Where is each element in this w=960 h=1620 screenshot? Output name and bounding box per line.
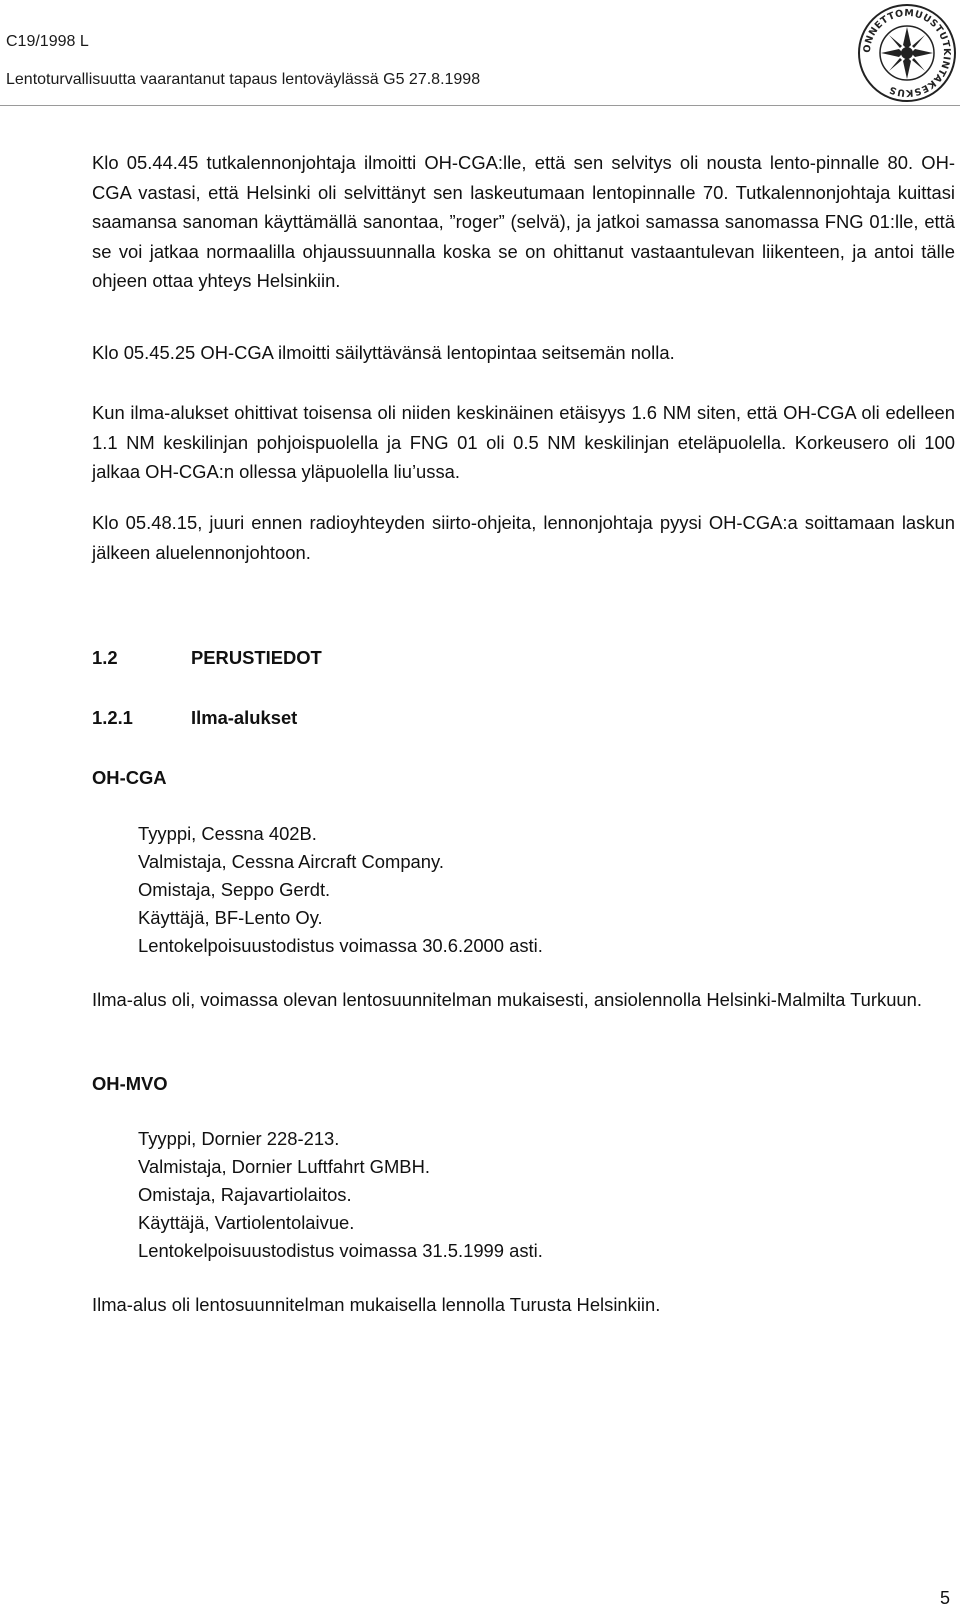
aircraft-registration-oh-cga: OH-CGA bbox=[92, 767, 167, 788]
paragraph-level-report: Klo 05.45.25 OH-CGA ilmoitti säilyttävänsä lentopintaa seitsemän nolla. bbox=[92, 342, 675, 363]
report-id: C19/1998 L bbox=[6, 33, 89, 50]
paragraph-clearance-exchange: Klo 05.44.45 tutkalennonjohtaja ilmoitti OH-CGA:lle, että sen selvitys oli nousta lento-pinnalle 80. OH-CGA vastasi, että Helsinki oli selvittänyt sen laskeutumaan lentopinnalle 70. Tutkalennonjohtaja kuittasi saamansa sanoman käyttämällä sanontaa, ”roger” (selvä), ja jatkoi samassa sanomassa FNG 01:lle, että se voi jatkaa normaalilla ohjaussuunnalla koska se on ohittanut vastaantulevan liikenteen, ja antoi tälle ohjeen ottaa yhteys Helsinkiin. bbox=[92, 152, 955, 291]
report-title: Lentoturvallisuutta vaarantanut tapaus lentoväylässä G5 27.8.1998 bbox=[6, 71, 481, 88]
header-divider bbox=[0, 105, 960, 106]
detail-owner: Omistaja, Seppo Gerdt. bbox=[138, 879, 331, 900]
detail-type: Tyyppi, Cessna 402B. bbox=[138, 823, 317, 844]
section-number-1-2-1: 1.2.1 bbox=[92, 707, 133, 728]
paragraph-phone-request: Klo 05.48.15, juuri ennen radioyhteyden siirto-ohjeita, lennonjohtaja pyysi OH-CGA:a soittamaan laskun jälkeen aluelennonjohtoon. bbox=[92, 512, 955, 563]
seal-text: ONNETTOMUUSTUTKINTAKESKUS bbox=[861, 7, 953, 99]
detail-airworthiness: Lentokelpoisuustodistus voimassa 30.6.2000 asti. bbox=[138, 935, 543, 956]
section-title-ilma-alukset: Ilma-alukset bbox=[191, 707, 298, 728]
detail-manufacturer: Valmistaja, Cessna Aircraft Company. bbox=[138, 851, 444, 872]
detail-owner: Omistaja, Rajavartiolaitos. bbox=[138, 1184, 352, 1205]
detail-operator: Käyttäjä, BF-Lento Oy. bbox=[138, 907, 323, 928]
aircraft-registration-oh-mvo: OH-MVO bbox=[92, 1073, 168, 1094]
agency-seal-logo bbox=[857, 3, 957, 103]
aircraft-note-oh-mvo: Ilma-alus oli lentosuunnitelman mukaisella lennolla Turusta Helsinkiin. bbox=[92, 1294, 661, 1315]
detail-manufacturer: Valmistaja, Dornier Luftfahrt GMBH. bbox=[138, 1156, 430, 1177]
detail-operator: Käyttäjä, Vartiolentolaivue. bbox=[138, 1212, 355, 1233]
detail-airworthiness: Lentokelpoisuustodistus voimassa 31.5.1999 asti. bbox=[138, 1240, 543, 1261]
paragraph-separation: Kun ilma-alukset ohittivat toisensa oli niiden keskinäinen etäisyys 1.6 NM siten, että OH-CGA oli edelleen 1.1 NM keskilinjan pohjoispuolella ja FNG 01 oli 0.5 NM keskilinjan eteläpuolella. Korkeusero oli 100 jalkaa OH-CGA:n ollessa yläpuolella liu’ussa. bbox=[92, 402, 955, 482]
detail-type: Tyyppi, Dornier 228-213. bbox=[138, 1128, 340, 1149]
aircraft-details-oh-mvo bbox=[138, 1125, 543, 1265]
aircraft-note-oh-cga: Ilma-alus oli, voimassa olevan lentosuunnitelman mukaisesti, ansiolennolla Helsinki-Malmilta Turkuun. bbox=[92, 989, 923, 1010]
section-title-perustiedot: PERUSTIEDOT bbox=[191, 647, 322, 668]
aircraft-details-oh-cga bbox=[138, 820, 543, 960]
section-number-1-2: 1.2 bbox=[92, 647, 118, 668]
page-number: 5 bbox=[940, 1588, 951, 1608]
